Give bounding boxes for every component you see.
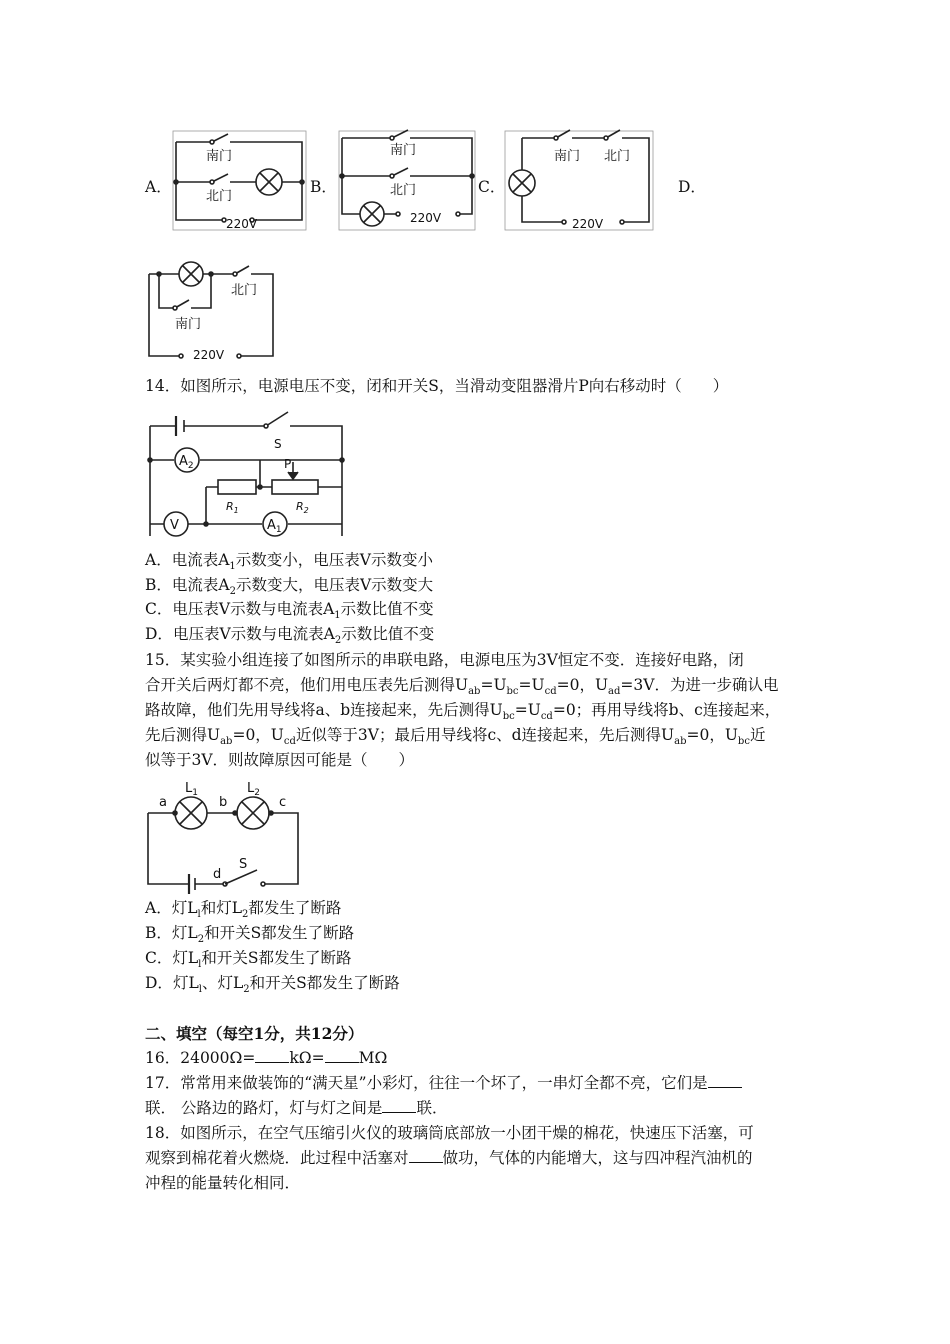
voltage-label: 220V xyxy=(193,348,225,362)
option-b-label: B． xyxy=(310,178,337,196)
ammeter-a2-label: $A_2$ xyxy=(179,454,194,471)
north-gate-label: 北门 xyxy=(604,149,631,164)
q14-option-d: D．电压表V示数与电流表$A_2$示数比值不变 xyxy=(145,625,435,647)
switch-s-label: S xyxy=(239,857,248,872)
point-a-label: a xyxy=(159,795,167,810)
section-heading: 二、填空（每空1分，共12分） xyxy=(145,1024,364,1043)
q15-stem-line-2: 合开关后两灯都不亮，他们用电压表先后测得$U_{ab}=U_{bc}=U_{cd}=0$，$U_{ad}=3V$．为进一步确认电 xyxy=(145,676,779,698)
q15-option-c: C．灯$L_l$和开关S都发生了断路 xyxy=(145,949,352,971)
q15-option-b: B．灯$L_2$和开关S都发生了断路 xyxy=(145,924,355,946)
option-a-label: A． xyxy=(145,178,172,196)
north-gate-label: 北门 xyxy=(206,189,233,204)
q14-option-c: C．电压表V示数与电流表$A_1$示数比值不变 xyxy=(145,600,434,622)
q15-stem-line-5: 似等于3V．则故障原因可能是（ ） xyxy=(145,751,415,769)
circuit-c-diagram xyxy=(504,130,654,232)
q18-line-2: 观察到棉花着火燃烧．此过程中活塞对 做功，气体的内能增大，这与四冲程汽油机的 xyxy=(145,1149,753,1167)
r2-label: $R_2$ xyxy=(296,500,309,515)
point-b-label: b xyxy=(219,795,228,810)
lamp-l2-label: $L_2$ xyxy=(247,781,260,798)
q14-option-b: B．电流表$A_2$示数变大，电压表V示数变大 xyxy=(145,576,434,598)
point-c-label: c xyxy=(279,795,287,810)
switch-s-label: S xyxy=(274,437,282,451)
q18-line-1: 18．如图所示，在空气压缩引火仪的玻璃筒底部放一小团干燥的棉花，快速压下活塞，可 xyxy=(145,1124,754,1142)
q14-stem: 14．如图所示，电源电压不变，闭和开关S，当滑动变阻器滑片P向右移动时（ ） xyxy=(145,377,729,395)
circuit-b-diagram xyxy=(338,130,476,232)
voltage-label: 220V xyxy=(572,217,604,231)
south-gate-label: 南门 xyxy=(390,143,417,158)
south-gate-label: 南门 xyxy=(206,149,233,164)
q15-option-d: D．灯$L_l$、灯$L_2$和开关S都发生了断路 xyxy=(145,974,400,996)
q17-blank-2[interactable] xyxy=(382,1098,416,1113)
north-gate-label: 北门 xyxy=(390,183,417,198)
point-d-label: d xyxy=(213,867,222,882)
ammeter-a1-label: $A_1$ xyxy=(267,518,282,535)
q17-line-2: 联． 公路边的路灯，灯与灯之间是 联． xyxy=(145,1099,448,1117)
circuit-a-diagram xyxy=(172,130,307,232)
lamp-l1-label: $L_1$ xyxy=(185,781,198,798)
q18-line-3: 冲程的能量转化相同． xyxy=(145,1174,301,1192)
r1-label: $R_1$ xyxy=(226,500,239,515)
option-d-label: D． xyxy=(678,178,706,196)
q16-blank-1[interactable] xyxy=(255,1048,289,1063)
slider-p-label: P xyxy=(284,457,292,471)
voltmeter-label: V xyxy=(170,518,179,533)
q15-circuit-diagram xyxy=(145,778,305,888)
voltage-label: 220V xyxy=(410,211,442,225)
q15-stem-line-1: 15．某实验小组连接了如图所示的串联电路，电源电压为3V恒定不变．连接好电路，闭 xyxy=(145,651,744,669)
south-gate-label: 南门 xyxy=(175,317,202,332)
q15-option-a: A．灯$L_l$和灯$L_2$都发生了断路 xyxy=(145,899,342,921)
circuit-d-diagram xyxy=(145,260,277,360)
q15-stem-line-3: 路故障，他们先用导线将a、b连接起来，先后测得$U_{bc}=U_{cd}=0$；再用导线将b、c连接起来， xyxy=(145,701,781,723)
q15-stem-line-4: 先后测得$U_{ab}=0$，$U_{cd}$近似等于3V；最后用导线将c、d连接起来，先后测得$U_{ab}=0$，$U_{bc}$近 xyxy=(145,726,766,748)
q14-option-a: A．电流表$A_1$示数变小，电压表V示数变小 xyxy=(145,551,433,573)
north-gate-label: 北门 xyxy=(231,283,258,298)
q16-blank-2[interactable] xyxy=(325,1048,359,1063)
q14-circuit-diagram xyxy=(146,404,346,542)
option-c-label: C． xyxy=(478,178,506,196)
voltage-label: 220V xyxy=(226,217,258,231)
q16-text: 16．24000Ω= kΩ= MΩ xyxy=(145,1049,388,1067)
q17-line-1: 17．常常用来做装饰的“满天星”小彩灯，往往一个坏了，一串灯全都不亮，它们是 xyxy=(145,1073,742,1093)
q17-blank-1[interactable] xyxy=(708,1073,742,1088)
q18-blank-1[interactable] xyxy=(409,1148,443,1163)
south-gate-label: 南门 xyxy=(554,149,581,164)
